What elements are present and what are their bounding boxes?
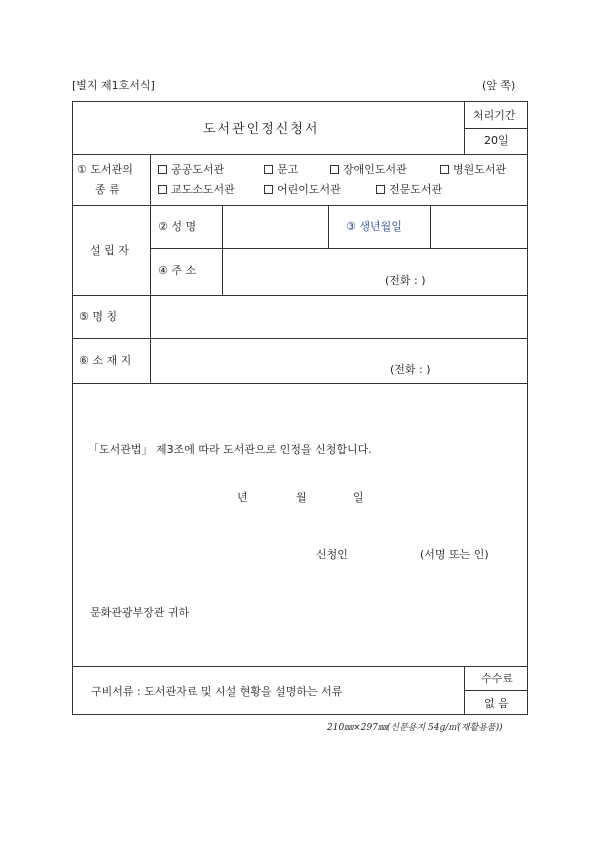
option-public-library[interactable]: 공공도서관: [158, 164, 224, 175]
fee-label: 수수료: [481, 672, 513, 685]
option-children-library[interactable]: 어린이도서관: [264, 184, 341, 195]
library-name-field[interactable]: [152, 297, 526, 336]
option-disability-library[interactable]: 장애인도서관: [330, 164, 407, 175]
column-divider: [222, 205, 223, 295]
processing-period-label: 처리기간: [473, 109, 516, 122]
date-month-label: 월: [296, 491, 307, 504]
cell-divider: [464, 128, 528, 129]
library-type-label: ① 도서관의: [77, 163, 133, 176]
checkbox-icon[interactable]: [264, 185, 273, 194]
checkbox-icon[interactable]: [376, 185, 385, 194]
checkbox-icon[interactable]: [440, 165, 449, 174]
row-divider: [150, 248, 528, 249]
library-name-label: ⑤ 명 칭: [79, 310, 118, 323]
recipient-text: 문화관광부장관 귀하: [90, 606, 190, 619]
checkbox-icon[interactable]: [264, 165, 273, 174]
cell-divider: [464, 690, 528, 691]
row-divider: [72, 154, 528, 155]
birth-date-field[interactable]: [432, 207, 526, 246]
location-field[interactable]: [152, 340, 526, 381]
form-number-label: [별지 제1호서식]: [72, 79, 155, 92]
name-label: ② 성 명: [158, 220, 197, 233]
address-field[interactable]: [224, 250, 526, 293]
fee-value: 없 음: [484, 697, 509, 710]
location-label: ⑥ 소 재 지: [79, 354, 132, 367]
processing-period-value: 20일: [484, 134, 509, 147]
date-day-label: 일: [353, 491, 364, 504]
founder-label: 설 립 자: [90, 244, 129, 257]
signature-label: (서명 또는 인): [420, 548, 489, 561]
option-mungo[interactable]: 문고: [264, 164, 298, 175]
row-divider: [72, 338, 528, 339]
column-divider: [464, 101, 465, 154]
option-hospital-library[interactable]: 병원도서관: [440, 164, 506, 175]
checkbox-icon[interactable]: [330, 165, 339, 174]
address-label: ④ 주 소: [158, 264, 197, 277]
address-phone-text: (전화 : ): [385, 274, 426, 287]
row-divider: [72, 295, 528, 296]
applicant-label: 신청인: [316, 548, 348, 561]
column-divider: [430, 205, 431, 248]
column-divider: [328, 205, 329, 248]
checkbox-icon[interactable]: [158, 185, 167, 194]
location-phone-text: (전화 : ): [390, 363, 431, 376]
date-year-label: 년: [237, 491, 248, 504]
option-special-library[interactable]: 전문도서관: [376, 184, 442, 195]
option-prison-library[interactable]: 교도소도서관: [158, 184, 235, 195]
row-divider: [72, 383, 528, 384]
row-divider: [72, 666, 528, 667]
library-type-label-2: 종 류: [95, 183, 120, 196]
page-side-label: (앞 쪽): [482, 79, 516, 92]
column-divider: [150, 154, 151, 383]
name-field[interactable]: [224, 207, 326, 246]
birth-date-label: ③ 생년월일: [346, 220, 402, 233]
paper-spec-footer: 210㎜×297㎜(신문용지 54g/㎡(재활용품)): [327, 723, 503, 733]
checkbox-icon[interactable]: [158, 165, 167, 174]
required-documents-text: 구비서류 : 도서관자료 및 시설 현황을 설명하는 서류: [91, 685, 343, 698]
column-divider: [464, 666, 465, 715]
application-statement: 「도서관법」 제3조에 따라 도서관으로 인정을 신청합니다.: [88, 443, 372, 456]
form-title: 도서관인정신청서: [203, 122, 320, 137]
row-divider: [72, 205, 528, 206]
